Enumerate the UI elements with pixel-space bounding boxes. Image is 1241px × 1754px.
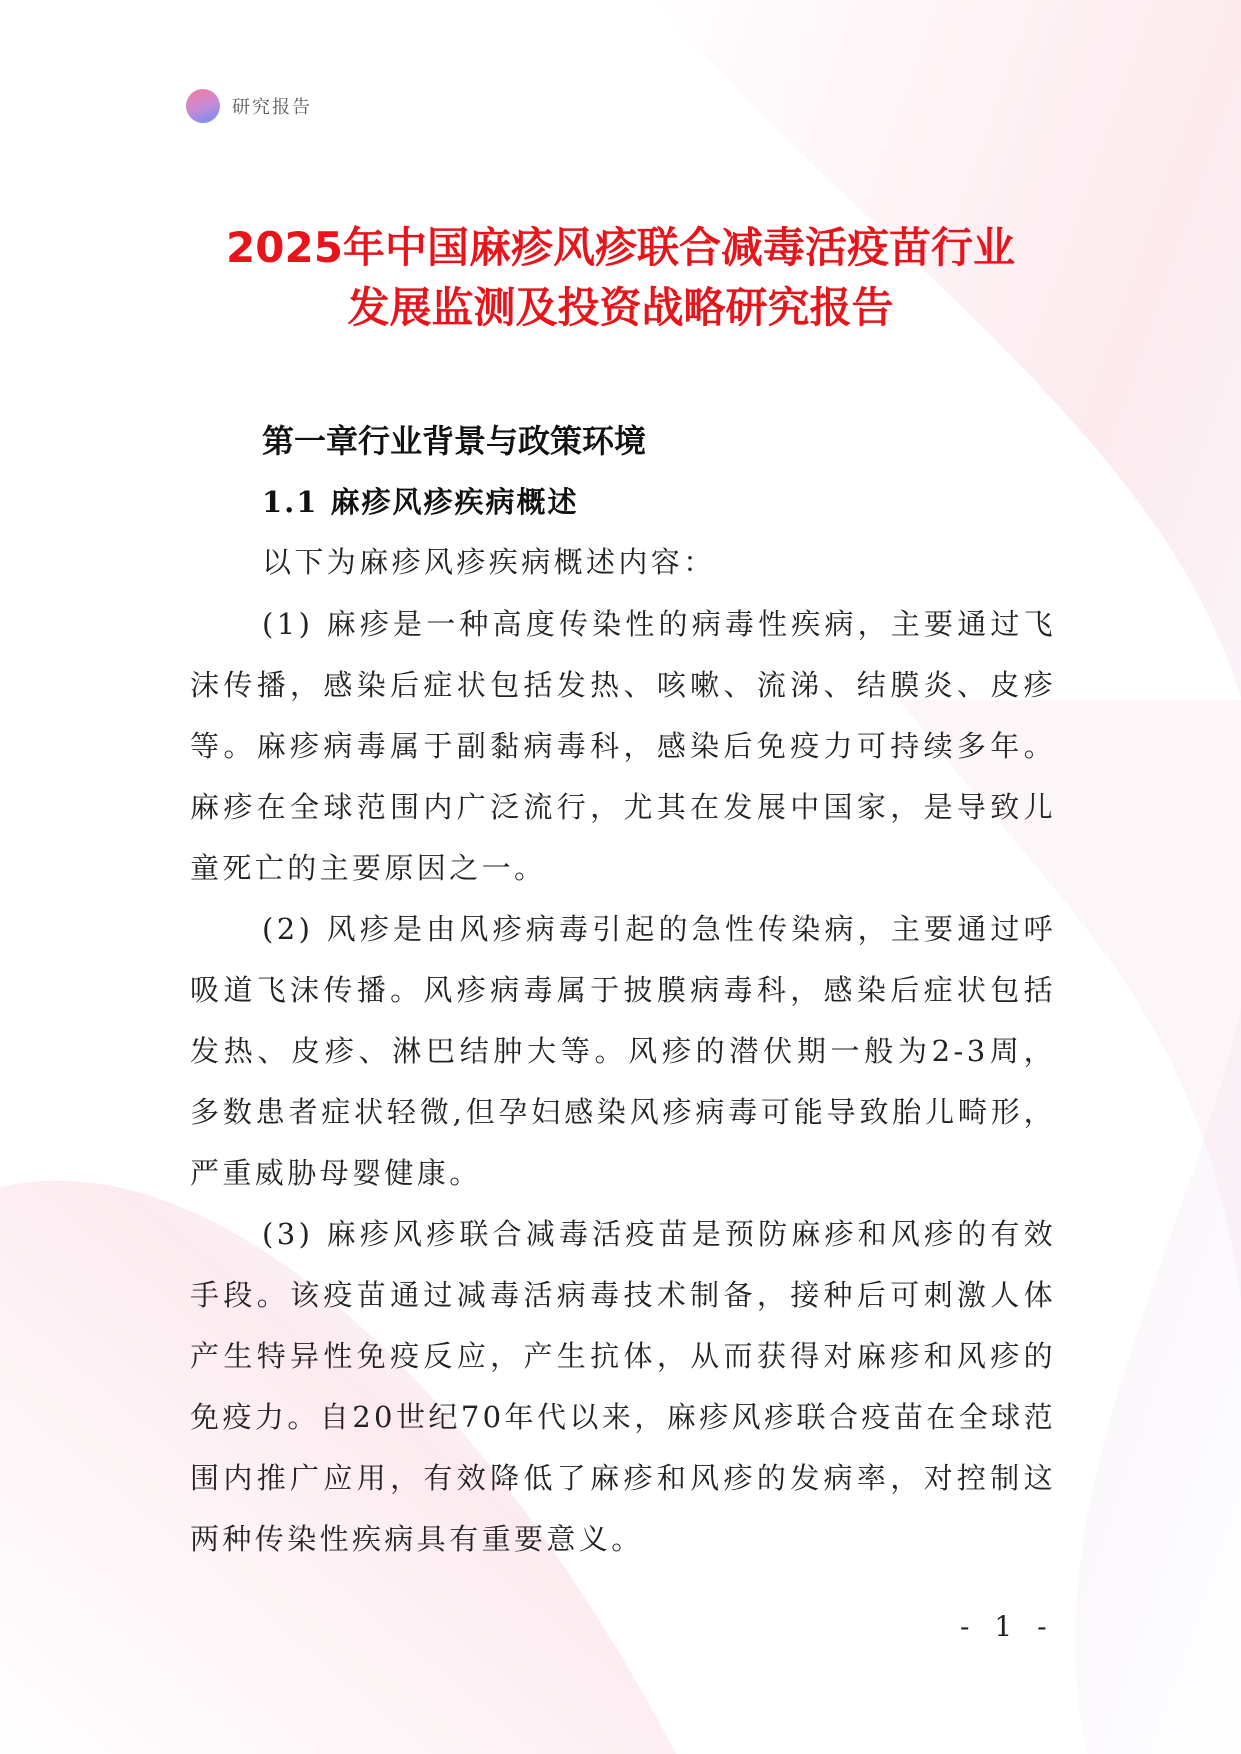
paragraph-2: (2) 风疹是由风疹病毒引起的急性传染病，主要通过呼吸道飞沫传播。风疹病毒属于披膜病毒科，感染后症状包括发热、皮疹、淋巴结肿大等。风疹的潜伏期一般为2-3周，多数患者症状轻微,但孕妇感染风疹病毒可能导致胎儿畸形，严重威胁母婴健康。: [190, 912, 1056, 1190]
paragraph-3: (3) 麻疹风疹联合减毒活疫苗是预防麻疹和风疹的有效手段。该疫苗通过减毒活病毒技术制备，接种后可刺激人体产生特异性免疫反应，产生抗体，从而获得对麻疹和风疹的免疫力。自20世纪70年代以来，麻疹风疹联合疫苗在全球范围内推广应用，有效降低了麻疹和风疹的发病率，对控制这两种传染性疾病具有重要意义。: [190, 1217, 1056, 1556]
report-title: [150, 218, 1091, 338]
chapter-heading: 第一章行业背景与政策环境: [262, 422, 647, 460]
report-title-line-1: 2025年中国麻疹风疹联合减毒活疫苗行业: [226, 223, 1015, 272]
intro-paragraph: 以下为麻疹风疹疾病概述内容：: [262, 545, 716, 579]
paragraph-1: (1) 麻疹是一种高度传染性的病毒性疾病，主要通过飞沫传播，感染后症状包括发热、咳嗽、流涕、结膜炎、皮疹等。麻疹病毒属于副黏病毒科，感染后免疫力可持续多年。麻疹在全球范围内广泛流行，尤其在发展中国家，是导致儿童死亡的主要原因之一。: [190, 607, 1056, 885]
section-heading: 1.1 麻疹风疹疾病概述: [262, 485, 579, 519]
page-number: - 1 -: [960, 1610, 1055, 1643]
header-label: 研究报告: [232, 97, 312, 118]
gradient-circle-logo-icon: [186, 89, 220, 123]
report-title-line-2: 发展监测及投资战略研究报告: [347, 283, 894, 332]
page-header: [186, 88, 312, 124]
